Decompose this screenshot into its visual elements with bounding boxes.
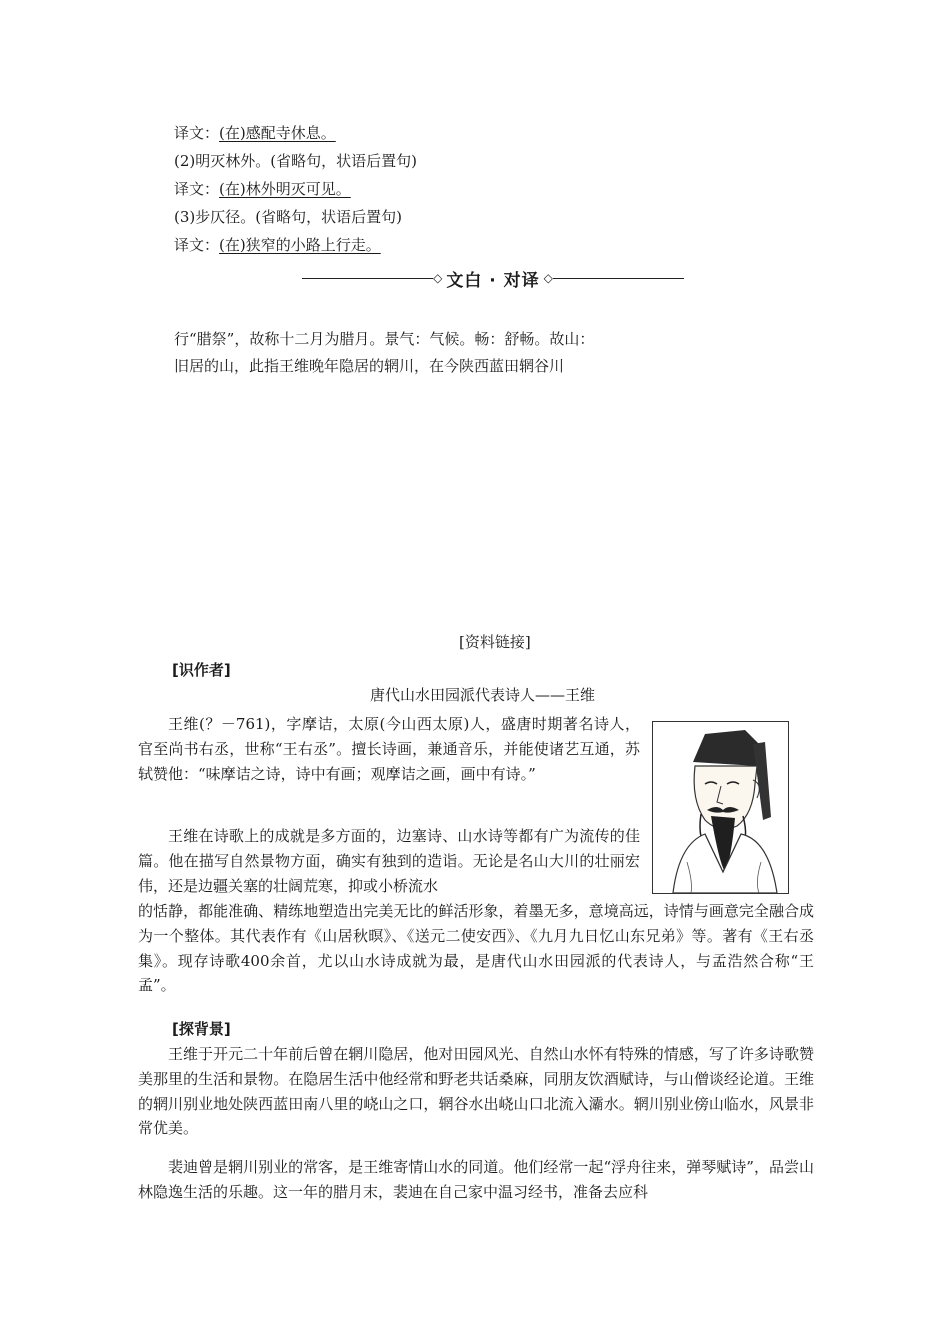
translation-line-2 — [174, 179, 351, 199]
background-paragraph-2: 裴迪曾是辋川别业的常客，是王维寄情山水的同道。他们经常一起“浮舟往来，弹琴赋诗”，品尝山林隐逸生活的乐趣。这一年的腊月末，裴迪在自己家中温习经书，准备去应科 — [138, 1158, 814, 1201]
author-paragraph-2b: 的恬静，都能准确、精练地塑造出完美无比的鲜活形象，着墨无多，意境高远，诗情与画意完全融合成为一个整体。其代表作有《山居秋暝》、《送元二使安西》、《九月九日忆山东兄弟》等。著有《王右丞集》。现存诗歌400余首，尤以山水诗成就为最，是唐代山水田园派的代表诗人，与孟浩然合称“王孟”。 — [138, 902, 814, 995]
wang-wei-portrait — [652, 721, 789, 894]
author-paragraph-2a: 王维在诗歌上的成就是多方面的，边塞诗、山水诗等都有广为流传的佳篇。他在描写自然景物方面，确实有独到的造诣。无论是名山大川的壮丽宏伟，还是边疆关塞的壮阔荒寒，抑或小桥流水 — [138, 827, 640, 895]
sentence-item-2: (2)明灭林外。(省略句，状语后置句) — [174, 152, 417, 170]
translation-line-1 — [174, 123, 336, 143]
author-section-label: [识作者] — [172, 661, 231, 679]
banner-rule-right — [553, 278, 684, 279]
translation-prefix: 译文： — [174, 180, 220, 198]
banner-title: 文白 · 对译 — [446, 270, 540, 291]
note-line-1: 行“腊祭”，故称十二月为腊月。景气：气候。畅：舒畅。故山： — [174, 330, 595, 348]
diamond-icon: ◇ — [433, 271, 443, 285]
portrait-icon — [653, 722, 788, 893]
translation-answer: (在)感配寺休息。 — [219, 124, 336, 142]
resource-heading: [资料链接] — [459, 633, 531, 651]
diamond-icon: ◇ — [543, 271, 553, 285]
author-paragraph-1: 王维(？－761)，字摩诘，太原(今山西太原)人，盛唐时期著名诗人，官至尚书右丞，世称“王右丞”。擅长诗画，兼通音乐，并能使诸艺互通，苏轼赞他：“味摩诘之诗，诗中有画；观摩诘之画，画中有诗。” — [138, 715, 640, 783]
background-section-label: [探背景] — [172, 1020, 231, 1038]
translation-prefix: 译文： — [174, 236, 220, 254]
author-title: 唐代山水田园派代表诗人——王维 — [370, 686, 596, 704]
translation-answer: (在)狭窄的小路上行走。 — [219, 236, 381, 254]
sentence-item-3: (3)步仄径。(省略句，状语后置句) — [174, 208, 402, 226]
translation-prefix: 译文： — [174, 124, 220, 142]
banner-rule-left — [302, 278, 433, 279]
note-line-2: 旧居的山，此指王维晚年隐居的辋川，在今陕西蓝田辋谷川 — [174, 357, 565, 375]
background-paragraph-1: 王维于开元二十年前后曾在辋川隐居，他对田园风光、自然山水怀有特殊的情感，写了许多诗歌赞美那里的生活和景物。在隐居生活中他经常和野老共话桑麻，同朋友饮酒赋诗，与山僧谈经论道。王维的辋川别业地处陕西蓝田南八里的峣山之口，辋谷水出峣山口北流入灞水。辋川别业傍山临水，风景非常优美。 — [138, 1045, 814, 1138]
translation-line-3 — [174, 235, 381, 255]
translation-answer: (在)林外明灭可见。 — [219, 180, 351, 198]
section-banner — [302, 266, 684, 290]
